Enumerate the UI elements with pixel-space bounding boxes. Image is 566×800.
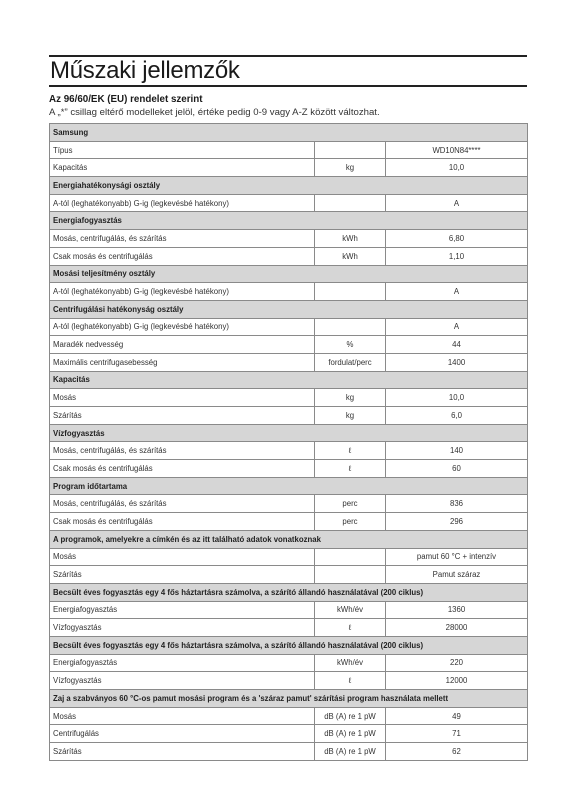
section-header: Becsült éves fogyasztás egy 4 fős háztartásra számolva, a szárító állandó használatával (200 ciklus) [50,583,528,601]
spec-value: 6,80 [386,230,528,248]
spec-value: 49 [386,707,528,725]
spec-label: Mosás, centrifugálás, és szárítás [50,442,315,460]
spec-label: Szárítás [50,743,315,761]
spec-value: 44 [386,336,528,354]
section-header-row [50,124,528,142]
spec-row [50,141,528,159]
spec-label: Típus [50,141,315,159]
section-header-row [50,477,528,495]
spec-value: 28000 [386,619,528,637]
spec-row [50,442,528,460]
spec-row [50,247,528,265]
spec-unit: kWh/év [315,654,386,672]
model-variant-note: A „*” csillag eltérő modelleket jelöl, értéke pedig 0-9 vagy A-Z között változhat. [49,107,380,118]
spec-label: Mosás, centrifugálás, és szárítás [50,495,315,513]
spec-unit: dB (A) re 1 pW [315,725,386,743]
section-header: Centrifugálási hatékonyság osztály [50,300,528,318]
spec-row [50,548,528,566]
spec-value: 220 [386,654,528,672]
spec-label: A-tól (leghatékonyabb) G-ig (legkevésbé hatékony) [50,194,315,212]
spec-label: Szárítás [50,566,315,584]
section-header: Mosási teljesítmény osztály [50,265,528,283]
spec-value: 60 [386,460,528,478]
spec-unit: ℓ [315,460,386,478]
spec-row [50,513,528,531]
spec-label: Maximális centrifugasebesség [50,353,315,371]
spec-value: 12000 [386,672,528,690]
spec-label: Vízfogyasztás [50,619,315,637]
spec-row [50,725,528,743]
spec-unit: kg [315,159,386,177]
spec-row [50,601,528,619]
spec-row [50,460,528,478]
section-header-row [50,530,528,548]
spec-label: Kapacitás [50,159,315,177]
spec-label: Csak mosás és centrifugálás [50,513,315,531]
spec-value: 836 [386,495,528,513]
spec-row [50,318,528,336]
spec-value: A [386,194,528,212]
section-header-row [50,300,528,318]
spec-label: Csak mosás és centrifugálás [50,247,315,265]
spec-value: 1400 [386,353,528,371]
spec-row [50,283,528,301]
section-header-row [50,583,528,601]
spec-value: 140 [386,442,528,460]
spec-value: 10,0 [386,389,528,407]
section-header: Energiahatékonysági osztály [50,177,528,195]
section-header-row [50,177,528,195]
spec-value: 296 [386,513,528,531]
spec-value: pamut 60 °C + intenzív [386,548,528,566]
section-header-row [50,212,528,230]
spec-unit: fordulat/perc [315,353,386,371]
spec-unit [315,283,386,301]
spec-unit [315,566,386,584]
spec-unit: perc [315,495,386,513]
section-header: Vízfogyasztás [50,424,528,442]
spec-unit: dB (A) re 1 pW [315,707,386,725]
section-header: Zaj a szabványos 60 °C-os pamut mosási program és a 'száraz pamut' szárítási program használata mellett [50,690,528,708]
regulation-subtitle: Az 96/60/EK (EU) rendelet szerint [49,94,203,105]
section-header-row [50,424,528,442]
section-header-row [50,265,528,283]
spec-page [49,55,527,761]
spec-unit [315,318,386,336]
spec-table-body [50,124,528,761]
section-header: Program időtartama [50,477,528,495]
spec-row [50,619,528,637]
spec-label: Energiafogyasztás [50,601,315,619]
spec-unit [315,141,386,159]
spec-row [50,159,528,177]
spec-unit: kWh [315,230,386,248]
section-header-row [50,371,528,389]
spec-row [50,672,528,690]
spec-label: Mosás, centrifugálás, és szárítás [50,230,315,248]
spec-unit: perc [315,513,386,531]
spec-row [50,407,528,425]
spec-row [50,336,528,354]
spec-label: Vízfogyasztás [50,672,315,690]
spec-row [50,353,528,371]
spec-row [50,230,528,248]
spec-unit: ℓ [315,442,386,460]
spec-value: A [386,318,528,336]
section-header: Samsung [50,124,528,142]
spec-unit: % [315,336,386,354]
spec-value: 62 [386,743,528,761]
section-header-row [50,690,528,708]
spec-unit: kg [315,407,386,425]
page-title: Műszaki jellemzők [49,55,527,87]
spec-row [50,389,528,407]
spec-unit [315,194,386,212]
spec-unit: kWh/év [315,601,386,619]
spec-unit: ℓ [315,619,386,637]
spec-label: Szárítás [50,407,315,425]
section-header: Kapacitás [50,371,528,389]
spec-value: 1,10 [386,247,528,265]
spec-unit [315,548,386,566]
spec-value: A [386,283,528,301]
spec-value: 71 [386,725,528,743]
section-header: Energiafogyasztás [50,212,528,230]
section-header: Becsült éves fogyasztás egy 4 fős háztartásra számolva, a szárító állandó használatával (200 ciklus) [50,636,528,654]
spec-unit: kWh [315,247,386,265]
spec-label: Mosás [50,707,315,725]
section-header: A programok, amelyekre a címkén és az itt található adatok vonatkoznak [50,530,528,548]
spec-label: Csak mosás és centrifugálás [50,460,315,478]
spec-row [50,707,528,725]
spec-value: 6,0 [386,407,528,425]
spec-unit: dB (A) re 1 pW [315,743,386,761]
spec-row [50,743,528,761]
spec-label: Maradék nedvesség [50,336,315,354]
spec-table [49,123,528,761]
spec-label: A-tól (leghatékonyabb) G-ig (legkevésbé hatékony) [50,283,315,301]
spec-unit: kg [315,389,386,407]
spec-value: WD10N84**** [386,141,528,159]
spec-label: Centrifugálás [50,725,315,743]
spec-row [50,495,528,513]
spec-value: Pamut száraz [386,566,528,584]
spec-value: 1360 [386,601,528,619]
spec-row [50,194,528,212]
spec-value: 10,0 [386,159,528,177]
spec-row [50,566,528,584]
section-header-row [50,636,528,654]
spec-label: Mosás [50,389,315,407]
spec-row [50,654,528,672]
spec-label: Energiafogyasztás [50,654,315,672]
spec-label: Mosás [50,548,315,566]
spec-label: A-tól (leghatékonyabb) G-ig (legkevésbé hatékony) [50,318,315,336]
spec-unit: ℓ [315,672,386,690]
